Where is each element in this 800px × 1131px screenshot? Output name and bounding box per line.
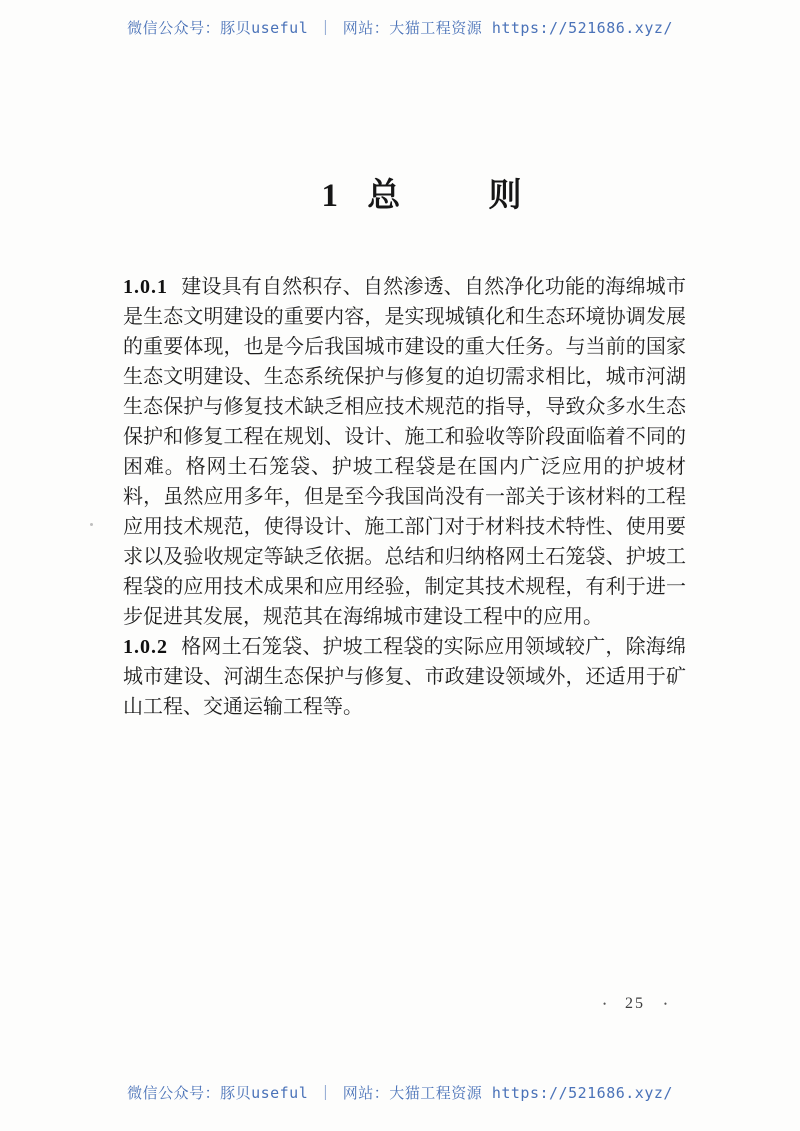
page-number-bullet-right: •	[663, 999, 667, 1009]
chapter-number: 1	[321, 178, 338, 214]
scan-artifact-dot	[90, 523, 93, 526]
chapter-title-char-2: 则	[488, 178, 522, 214]
page-number	[603, 993, 667, 1015]
clause-text: 建设具有自然积存、自然渗透、自然净化功能的海绵城市是生态文明建设的重要内容，是实现城镇化和生态环境协调发展的重要体现，也是今后我国城市建设的重大任务。与当前的国家生态文明建设、生态系统保护与修复的迫切需求相比，城市河湖生态保护与修复技术缺乏相应技术规范的指导，导致众多水生态保护和修复工程在规划、设计、施工和验收等阶段面临着不同的困难。格网土石笼袋、护坡工程袋是在国内广泛应用的护坡材料，虽然应用多年，但是至今我国尚没有一部关于该材料的工程应用技术规范，使得设计、施工部门对于材料技术特性、使用要求以及验收规定等缺乏依据。总结和归纳格网土石笼袋、护坡工程袋的应用技术成果和应用经验，制定其技术规程，有利于进一步促进其发展，规范其在海绵城市建设工程中的应用。	[123, 276, 686, 628]
clause-1-0-1	[123, 272, 686, 632]
chapter-title	[140, 176, 703, 216]
page-number-bullet-left: •	[603, 999, 607, 1009]
footer-watermark: 微信公众号：豚贝useful ｜ 网站：大猫工程资源 https://521686.xyz/	[127, 1084, 673, 1102]
page-number-value: 25	[625, 995, 645, 1012]
body-text-block	[123, 272, 686, 722]
header-watermark: 微信公众号：豚贝useful ｜ 网站：大猫工程资源 https://521686.xyz/	[127, 19, 673, 37]
clause-number: 1.0.1	[123, 276, 168, 298]
clause-number: 1.0.2	[123, 636, 168, 658]
chapter-title-char-1: 总	[367, 178, 401, 214]
clause-text: 格网土石笼袋、护坡工程袋的实际应用领域较广，除海绵城市建设、河湖生态保护与修复、市政建设领域外，还适用于矿山工程、交通运输工程等。	[123, 636, 686, 718]
clause-1-0-2	[123, 632, 686, 722]
